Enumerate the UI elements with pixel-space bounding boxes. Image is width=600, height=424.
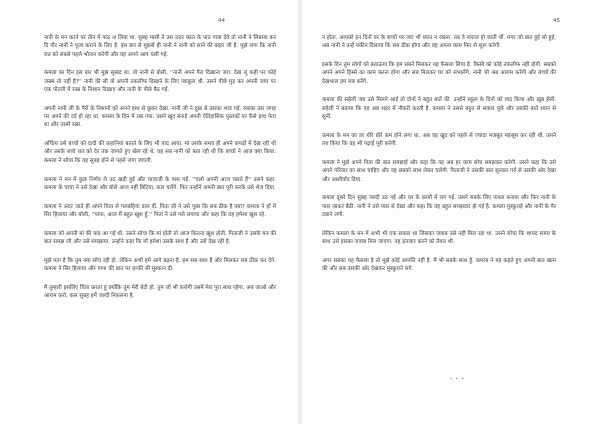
paragraph: कमला दूसरे दिन सुबह जल्दी उठ गई और घर के कामों में लग गई. उसने सबके लिए नाश्ता बनाया और फिर नानी के पास जाकर बैठी. नानी ने उसे प्यार से देखा और कहा कि वह बहुत समझदार हो गई है. कमला मुस्कुराई और नानी के पैर दबाने लगी. xyxy=(322,195,556,218)
paragraph: अचिंत्य उसे बच्चों को दादी की कहानियां बताते के लिए भी याद आया. मां उसके समय ही अपने कपड़ों में देख रही थी और उसके बच्चे रात को देर तक जागते हुए खेल रहे थे. वह सब नानी को बता रही थी कि बच्चों ने आज क्या किया. कमला ने सोचा कि वह सुबह होने से पहले जाग जाएगी. xyxy=(44,141,276,164)
page-number-left: 44 xyxy=(218,18,225,24)
paragraph: कमला ने अंदर जाते ही अपने पिता से गलबहियां डाल दीं. पिता जी ने उसे पूछा कि सब ठीक है क्या? कमला ने हाँ में सिर हिलाया और बोली, ''पापा, आज मैं बहुत खुश हूँ.'' पिता ने उसे गले लगाया और कहा कि वह हमेशा खुश रहे. xyxy=(44,203,276,218)
paragraph: इसके दिन तुम लोगों को बताऊंगा कि हम सबने मिलकर यह फैसला लिया है. किसी को कोई तकलीफ नहीं होगी. सबको अपने अपने हिस्से का काम करना होगा और सब मिलकर घर को संभालेंगे. नानी भी अब आराम करेंगी और बच्चों की देखभाल हम सब करेंगे. xyxy=(322,62,556,85)
paragraph: कमला के मन का डर धीरे धीरे कम होने लगा था. अब वह खुद को पहले से ज्यादा मजबूत महसूस कर रही थी. उसने तय किया कि वह भी पढ़ाई पूरी करेगी. xyxy=(322,132,556,148)
paragraph: कमला की सहेली जब उसे मिलने आई तो दोनों ने बहुत बातें कीं. उन्होंने स्कूल के दिनों को याद किया और खूब हँसीं. सहेली ने बताया कि वह अब शहर में नौकरी करती है. कमला ने उससे बहुत से सवाल पूछे और उसकी बातें ध्यान से सुनीं. xyxy=(322,97,556,121)
paragraph: कमला ने मुझे अपने पिता की बात समझाई और कहा कि वह अब हर काम सोच समझकर करेगी. उसने कहा कि उसे अपने परिवार का साथ चाहिए और वह सबको साथ लेकर चलेगी. पिताजी ने उसकी बात सुनकर गर्व से उसकी ओर देखा और आशीर्वाद दिया. xyxy=(322,159,556,183)
page-number-right: 45 xyxy=(553,18,560,24)
right-page xyxy=(300,0,600,424)
paragraph: कमला ने मन में कुछ निर्णय ले उठ खड़ी हुई और चाचाजी के पास गई. ''चलो अपनी आज चलते हैं'' उसने कहा. कमला के चाचा ने उसे देखा और बोले आज नहीं बिटिया, कल चलेंगे. फिर उन्होंने अपनी बात पूरी करके उसे भेज दिया. xyxy=(44,176,276,191)
paragraph: मैं तुम्हारी इसलिए चिंता करता हूं क्योंकि तुम मेरी बेटी हो. तुम जो भी करोगी उसमें मेरा पूरा साथ रहेगा. अब जाओ और आराम करो, कल सुबह हमें जल्दी निकलना है. xyxy=(44,284,276,300)
section-end-mark: * * * xyxy=(450,378,465,383)
paragraph: न होता. आपको इन दिनों घर के बच्चों पर जरा भी ध्यान न रखना. तब वे नाराज हो जाती थीं. मगर जो बात हुई सो हुई, अब नानी ने उन्हें यकीन दिलाया कि सब ठीक होगा और वह अपना काम फिर से शुरू करेगी. xyxy=(322,35,556,50)
paragraph: लेकिन कमला के मन में अभी भी एक सवाल था जिसका जवाब उसे नहीं मिल रहा था. उसने सोचा कि शायद समय के साथ उसे इसका जवाब मिल जाएगा. वह इंतजार करने को तैयार थी. xyxy=(322,230,556,246)
paragraph: कमला को अपनी मां की याद आ गई थी. उसने सोचा कि मां होती तो आज कितना खुश होती. पिताजी ने उसके मन की बात समझ ली और उसे समझाया. उन्होंने कहा कि माँ हमेशा उसके साथ है और उसे देख रही है. xyxy=(44,230,276,246)
paragraph: अपनी नानी जी के पैरों के निशानों को अपने हाथ से छूकर देखा. नानी जी ने दुख से उसका भाव गई. सबका उस जगह पर अपने की दर्द हो रहा था. कमला के दिन में रख गया. उसने खुद बनाई अपनी ऐतिहासिक पुस्तकों पर कैसे हाथ फेरा था और उसमें रखा. xyxy=(44,105,276,129)
paragraph: कमला का दिन इस बार भी मुझ सुखद था. वो नानी से बोली, ''नानी अपने पैरा दिखाना जरा. देख लूं कही पर कोई जख्म तो नहीं है?'' नानी की सी वो अपनी तकलीफ दिखाने के लिए व्याकुल थी. उसने पीछे मुड़ कर अपनी जांघ पर एक पोटली में राख के निशान दिखाए और नानी के पीछे बैठ गई. xyxy=(44,70,276,93)
paragraph: नानी के मन करने पर तीन में पाठ अ लिया था. सुबह मासी ने उस उत्तर काल के पाठ गावा देवे तो नानी ने लिबाया कर दि पीर नानी ने पूजा कराने के लिए है. इस बार से मुझसे ही नानी ने नानी को लाने की बाहर जी है. मुझे लगा कि नानी रात को सबसे पहले भोजन करेगी और वह अपने आप चली गई. xyxy=(44,35,276,58)
paragraph: अगर सबका यह फैसला है तो मुझे कोई आपत्ति नहीं है. मैं भी सबके साथ हूँ. कमला ने यह कहते हुए अपनी बात खत्म की और सब उसकी ओर देखकर मुस्कुराने लगे. xyxy=(322,257,556,273)
paragraph: मुझे पता है कि तुम क्या सोच रही हो. लेकिन अभी हमें आगे बढ़ना है. हम सब साथ हैं और मिलकर सब ठीक कर देंगे. कमला ने सिर हिलाया और पापा की बात पर हल्की सी मुस्कान दी. xyxy=(44,257,276,273)
